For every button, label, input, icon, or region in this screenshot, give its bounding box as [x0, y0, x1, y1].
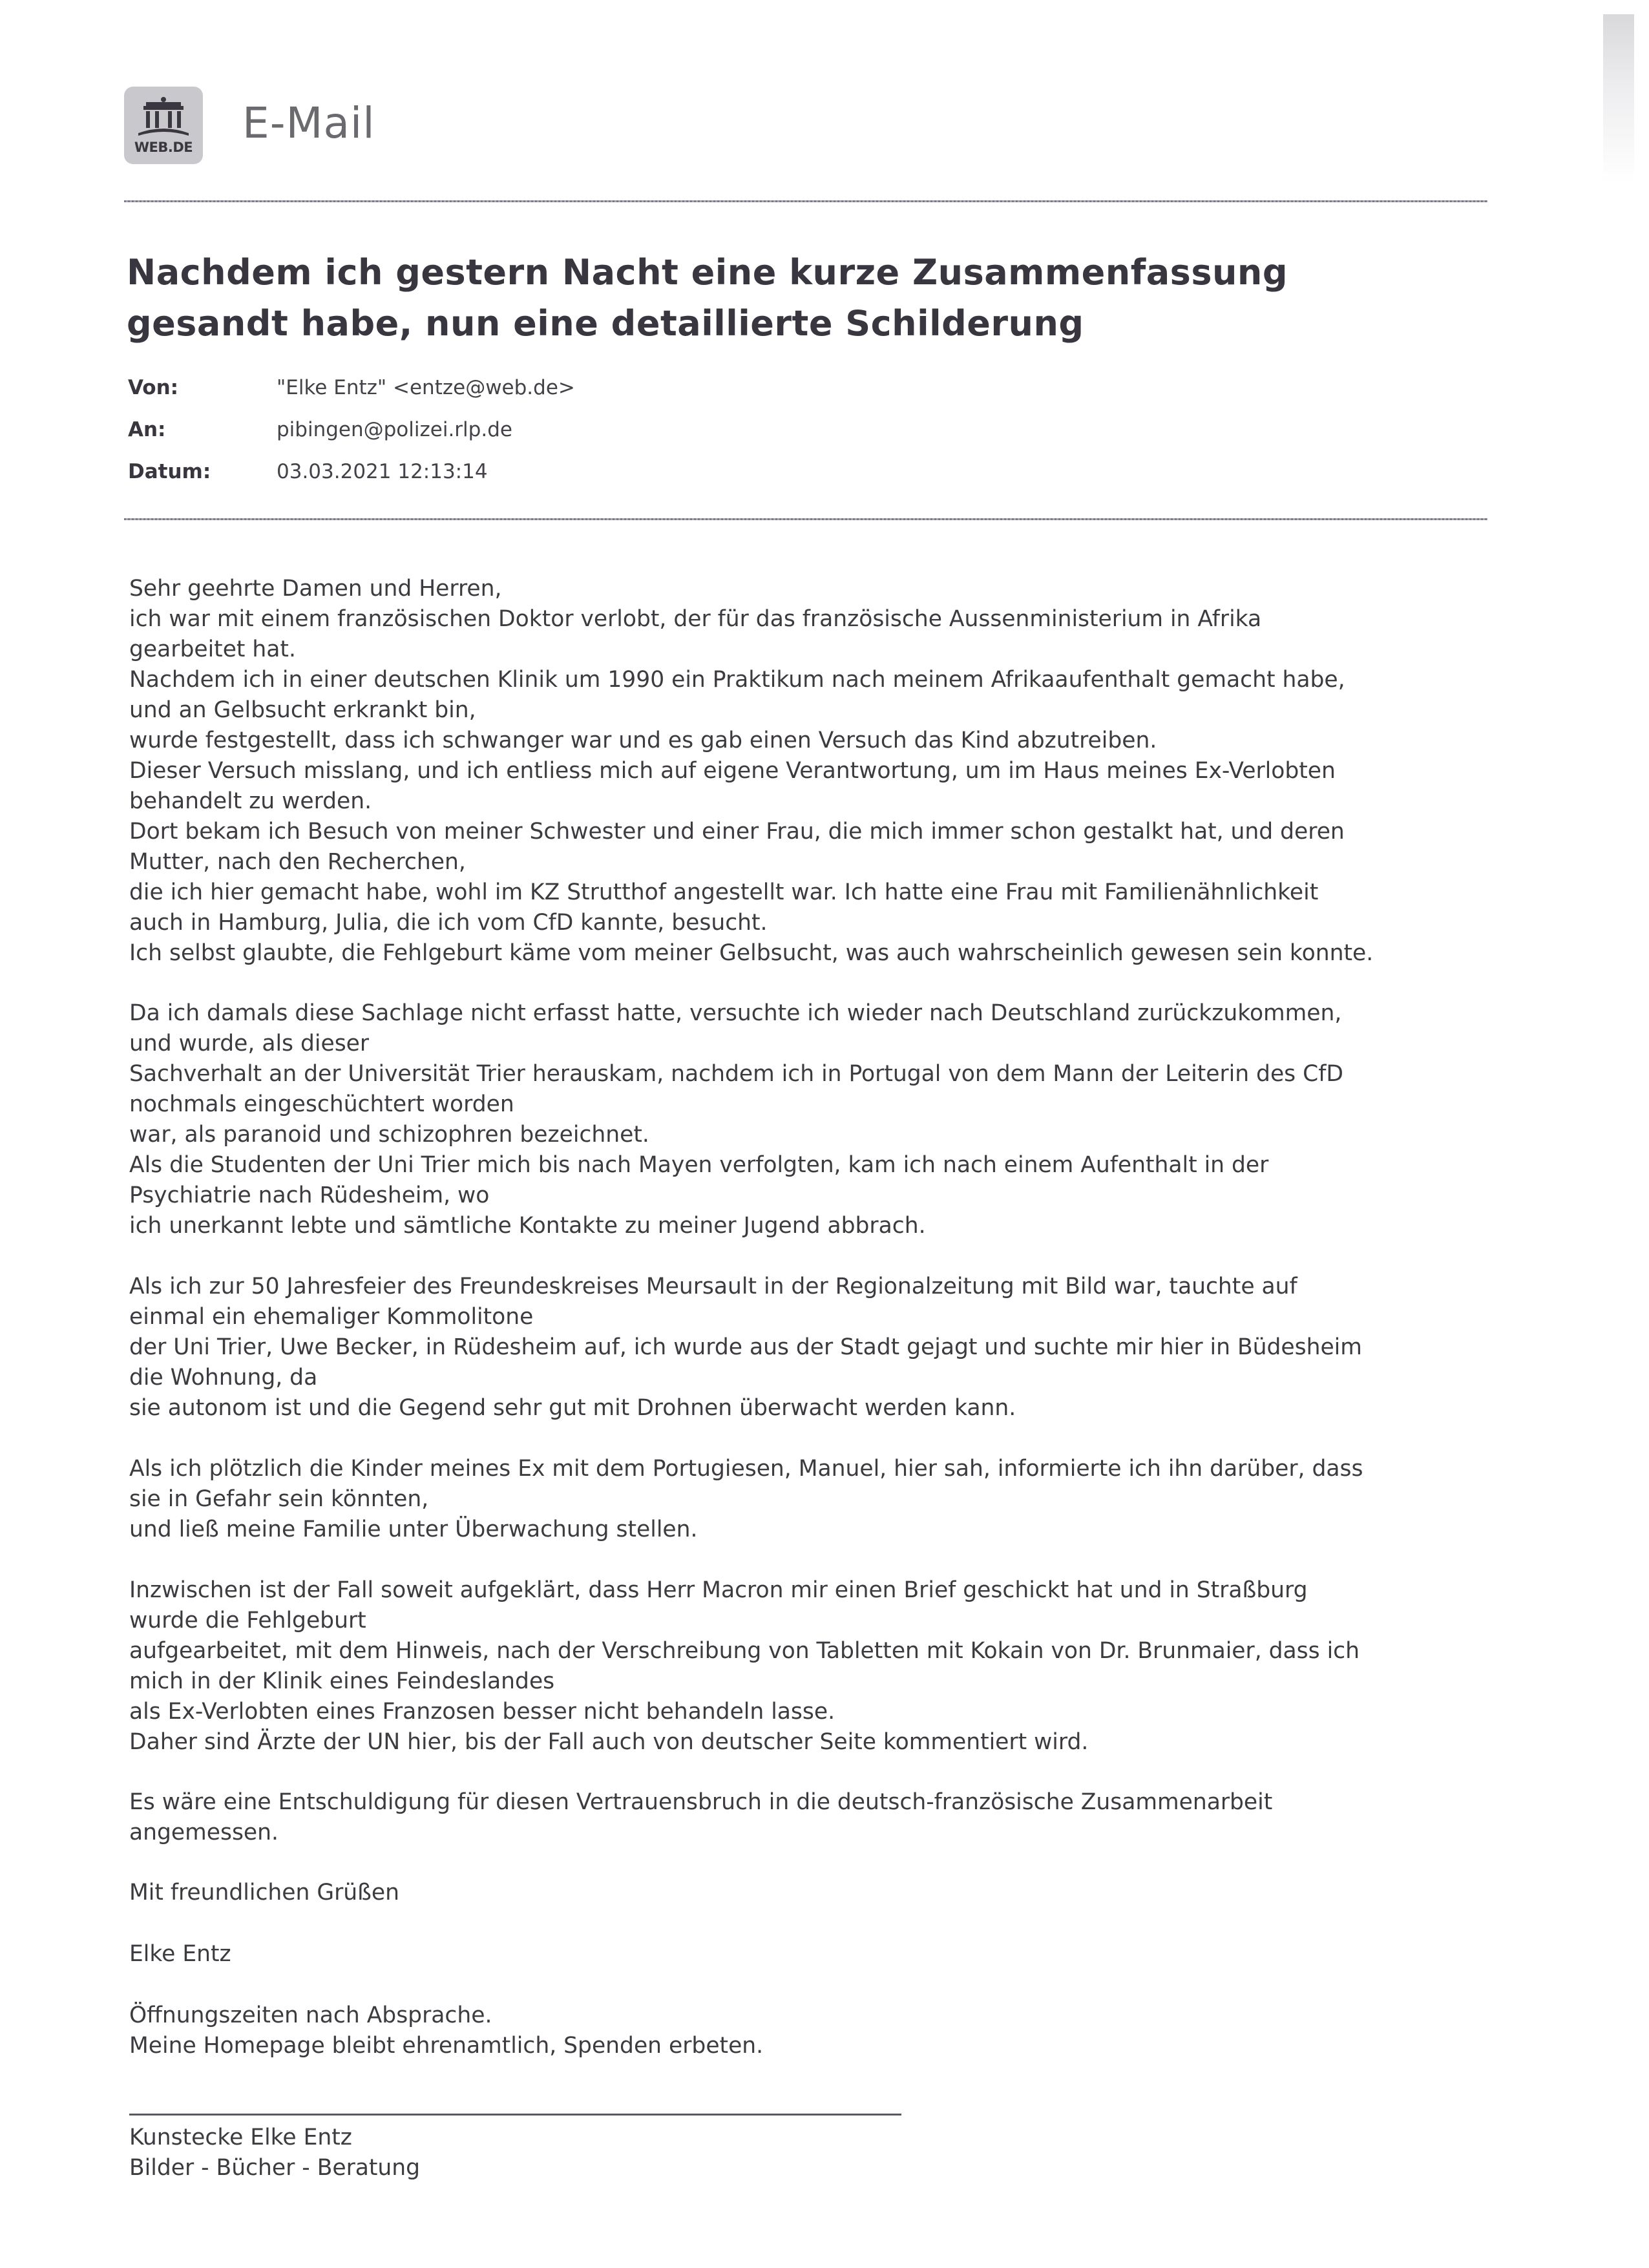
body-line: Nachdem ich in einer deutschen Klinik um 1990 ein Praktikum nach meinem Afrikaaufenthalt gemacht habe, [129, 667, 1345, 693]
body-line: Mutter, nach den Recherchen, [129, 849, 466, 875]
body-line: sie autonom ist und die Gegend sehr gut mit Drohnen überwacht werden kann. [129, 1395, 1016, 1421]
signature-line: Bilder - Bücher - Beratung [129, 2155, 421, 2181]
from-value: "Elke Entz" <entze@web.de> [277, 376, 575, 399]
body-line: gearbeitet hat. [129, 636, 296, 662]
body-line: Dieser Versuch misslang, und ich entliess mich auf eigene Verantwortung, um im Haus meines Ex-Verlobten [129, 758, 1336, 784]
body-paragraph [129, 2000, 1551, 2061]
body-paragraph [129, 998, 1551, 1241]
body-line: wurde die Fehlgeburt [129, 1608, 366, 1633]
paragraph-gap [129, 1908, 1551, 1939]
body-line: Psychiatrie nach Rüdesheim, wo [129, 1182, 490, 1208]
body-line: als Ex-Verlobten eines Franzosen besser nicht behandeln lasse. [129, 1699, 835, 1725]
body-line: mich in der Klinik eines Feindeslandes [129, 1668, 555, 1694]
subject-line: Nachdem ich gestern Nacht eine kurze Zusammenfassung [127, 252, 1288, 293]
body-line: war, als paranoid und schizophren bezeichnet. [129, 1122, 649, 1148]
body-line: ich unerkannt lebte und sämtliche Kontakte zu meiner Jugend abbrach. [129, 1213, 926, 1239]
body-paragraph [129, 1454, 1551, 1545]
body-line: Meine Homepage bleibt ehrenamtlich, Spenden erbeten. [129, 2033, 764, 2059]
body-line: Da ich damals diese Sachlage nicht erfasst hatte, versuchte ich wieder nach Deutschland zurückzukommen, [129, 1000, 1342, 1026]
body-line: nochmals eingeschüchtert worden [129, 1091, 514, 1117]
body-line: Daher sind Ärzte der UN hier, bis der Fall auch von deutscher Seite kommentiert wird. [129, 1729, 1089, 1755]
scan-edge-shadow [1603, 14, 1634, 182]
signature-line: Kunstecke Elke Entz [129, 2125, 352, 2150]
body-line: die ich hier gemacht habe, wohl im KZ Strutthof angestellt war. Ich hatte eine Frau mit Familienähnlichkeit [129, 879, 1319, 905]
body-paragraph [129, 1575, 1551, 1758]
body-line: angemessen. [129, 1820, 278, 1845]
email-subject [127, 247, 1484, 349]
brandenburg-gate-icon [137, 96, 190, 140]
body-line: die Wohnung, da [129, 1365, 318, 1391]
body-line: Mit freundlichen Grüßen [129, 1880, 399, 1906]
app-title: E-Mail [242, 98, 375, 148]
body-line: einmal ein ehemaliger Kommolitone [129, 1304, 534, 1330]
body-line: und wurde, als dieser [129, 1031, 370, 1056]
from-label: Von: [128, 376, 179, 399]
body-paragraph [129, 1787, 1551, 1848]
webde-logo [124, 87, 203, 164]
paragraph-gap [129, 1545, 1551, 1575]
body-paragraph [129, 1272, 1551, 1423]
body-line: Es wäre eine Entschuldigung für diesen Vertrauensbruch in die deutsch-französische Zusammenarbeit [129, 1789, 1273, 1815]
paragraph-gap [129, 1758, 1551, 1787]
body-line: Elke Entz [129, 1941, 231, 1967]
logo-label: WEB.DE [134, 140, 193, 155]
date-label: Datum: [128, 460, 211, 483]
email-body [129, 574, 1551, 2061]
body-line: und ließ meine Familie unter Überwachung stellen. [129, 1517, 698, 1542]
body-line: Als ich zur 50 Jahresfeier des Freundeskreises Meursault in der Regionalzeitung mit Bild war, tauchte auf [129, 1274, 1297, 1299]
body-line: Als die Studenten der Uni Trier mich bis nach Mayen verfolgten, kam ich nach einem Aufenthalt in der [129, 1152, 1269, 1178]
body-line: Ich selbst glaubte, die Fehlgeburt käme vom meiner Gelbsucht, was auch wahrscheinlich gewesen sein konnte. [129, 940, 1374, 966]
paragraph-gap [129, 1423, 1551, 1454]
date-value: 03.03.2021 12:13:14 [277, 460, 488, 483]
body-paragraph [129, 1878, 1551, 1908]
body-line: Inzwischen ist der Fall soweit aufgeklärt, dass Herr Macron mir einen Brief geschickt hat und in Straßburg [129, 1577, 1308, 1603]
paragraph-gap [129, 1848, 1551, 1878]
body-line: sie in Gefahr sein könnten, [129, 1486, 429, 1512]
body-paragraph [129, 1939, 1551, 1969]
email-signature [129, 2123, 1551, 2183]
body-line: Sehr geehrte Damen und Herren, [129, 576, 502, 602]
body-line: Öffnungszeiten nach Absprache. [129, 2002, 492, 2028]
paragraph-gap [129, 1969, 1551, 2000]
to-label: An: [128, 418, 166, 441]
header-divider [124, 200, 1487, 202]
body-line: Sachverhalt an der Universität Trier herauskam, nachdem ich in Portugal von dem Mann der Leiterin des CfD [129, 1061, 1343, 1087]
body-line: der Uni Trier, Uwe Becker, in Rüdesheim auf, ich wurde aus der Stadt gejagt und suchte mir hier in Büdesheim [129, 1334, 1362, 1360]
subject-line: gesandt habe, nun eine detaillierte Schilderung [127, 303, 1084, 344]
body-line: aufgearbeitet, mit dem Hinweis, nach der Verschreibung von Tabletten mit Kokain von Dr. Brunmaier, dass ich [129, 1638, 1360, 1664]
meta-divider [124, 518, 1487, 520]
paragraph-gap [129, 969, 1551, 998]
paragraph-gap [129, 1241, 1551, 1272]
body-line: auch in Hamburg, Julia, die ich vom CfD kannte, besucht. [129, 910, 768, 936]
body-line: wurde festgestellt, dass ich schwanger war und es gab einen Versuch das Kind abzutreiben. [129, 728, 1157, 753]
body-line: Als ich plötzlich die Kinder meines Ex mit dem Portugiesen, Manuel, hier sah, informierte ich ihn darüber, dass [129, 1456, 1363, 1482]
body-line: ich war mit einem französischen Doktor verlobt, der für das französische Aussenministerium in Afrika [129, 606, 1262, 632]
signature-divider [129, 2114, 901, 2116]
body-line: Dort bekam ich Besuch von meiner Schwester und einer Frau, die mich immer schon gestalkt hat, und deren [129, 819, 1345, 845]
body-line: und an Gelbsucht erkrankt bin, [129, 697, 476, 723]
body-paragraph [129, 574, 1551, 969]
to-value: pibingen@polizei.rlp.de [277, 418, 512, 441]
body-line: behandelt zu werden. [129, 788, 372, 814]
